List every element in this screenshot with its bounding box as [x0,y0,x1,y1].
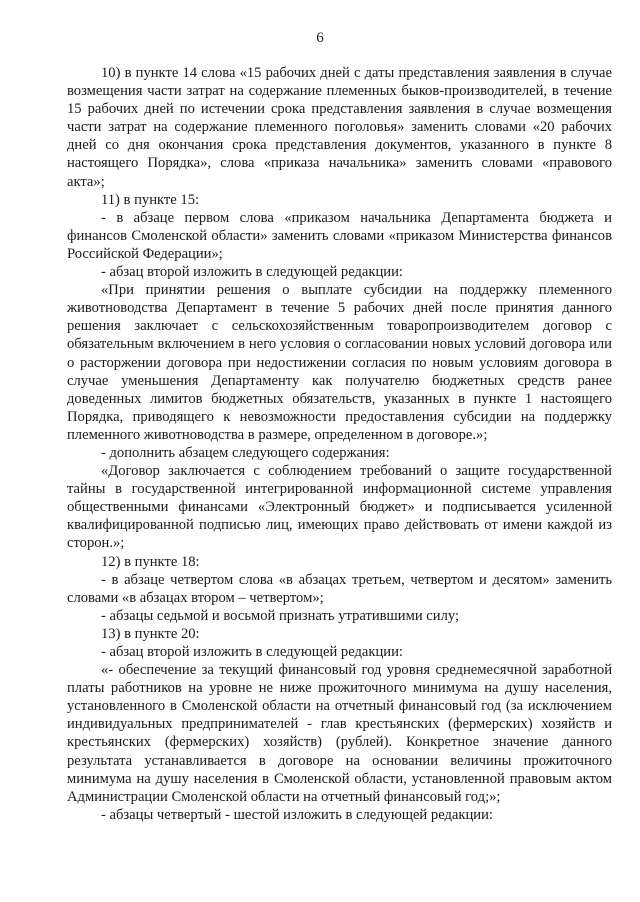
paragraph-quote-decision: «При принятии решения о выплате субсидии на поддержку племенного животноводства Департамент в течение 5 рабочих дней после принятия данного решения заключает с сельскохозяйственным товаропроизводителем договор с обязательным включением в него условия о согласовании новых условий договора или о расторжении договора при недостижении согласия по новым условиям договора в случае уменьшения Департаменту как получателю бюджетных средств ранее доведенных лимитов бюджетных обязательств, указанных в пункте 1 настоящего Порядка, приводящего к невозможности предоставления субсидии на поддержку племенного животноводства в размере, определенном в договоре.»; [67,282,612,443]
paragraph-item-10: 10) в пункте 14 слова «15 рабочих дней с даты представления заявления в случае возмещения части затрат на содержание племенных быков-производителей, в течение 15 рабочих дней по истечении срока представления заявления в случае возмещения части затрат на содержание племенного поголовья» заменить словами «20 рабочих дней со дня окончания срока представления документов, указанного в пункте 8 настоящего Порядка», слова «приказа начальника» заменить словами «правового акта»; [67,65,612,190]
document-body [67,64,612,824]
paragraph-add-abzac: - дополнить абзацем следующего содержания: [101,444,390,461]
paragraph-abzac-4-6-edit: - абзацы четвертый - шестой изложить в следующей редакции: [101,806,493,823]
paragraph-item-13: 13) в пункте 20: [101,625,200,642]
paragraph-abzac-2-edit: - абзац второй изложить в следующей редакции: [101,644,403,660]
paragraph-abzac-4-change: - в абзаце четвертом слова «в абзацах третьем, четвертом и десятом» заменить словами «в абзацах втором – четвертом»; [67,571,612,606]
paragraph-abzac-1-change: - в абзаце первом слова «приказом начальника Департамента бюджета и финансов Смоленской области» заменить словами «приказом Министерства финансов Российской Федерации»; [67,209,612,262]
paragraph-item-11: 11) в пункте 15: [101,191,200,208]
paragraph-abzac-7-8-void: - абзацы седьмой и восьмой признать утратившими силу; [101,607,460,624]
page-number: 6 [316,30,324,46]
paragraph-item-12: 12) в пункте 18: [101,553,200,570]
paragraph-quote-contract: «Договор заключается с соблюдением требований о защите государственной тайны в государственной интегрированной информационной системе управления общественными финансами «Электронный бюджет» и подписывается усиленной квалифицированной подписью лиц, имеющих право действовать от имени каждой из сторон.»; [67,463,612,552]
paragraph-abzac-2-intro: - абзац второй изложить в следующей редакции: [101,264,403,281]
paragraph-quote-salary: «- обеспечение за текущий финансовый год уровня среднемесячной заработной платы работников на уровне не ниже прожиточного минимума на душу населения, установленного в Смоленской области на отчетный финансовый год (за исключением индивидуальных предпринимателей - глав крестьянских (фермерских) хозяйств и крестьянских (фермерских) хозяйств) (рублей). Конкретное значение данного результата устанавливается в договоре на основании величины прожиточного минимума на душу населения в Смоленской области, установленной правовым актом Администрации Смоленской области на отчетный финансовый год;»; [67,662,612,805]
